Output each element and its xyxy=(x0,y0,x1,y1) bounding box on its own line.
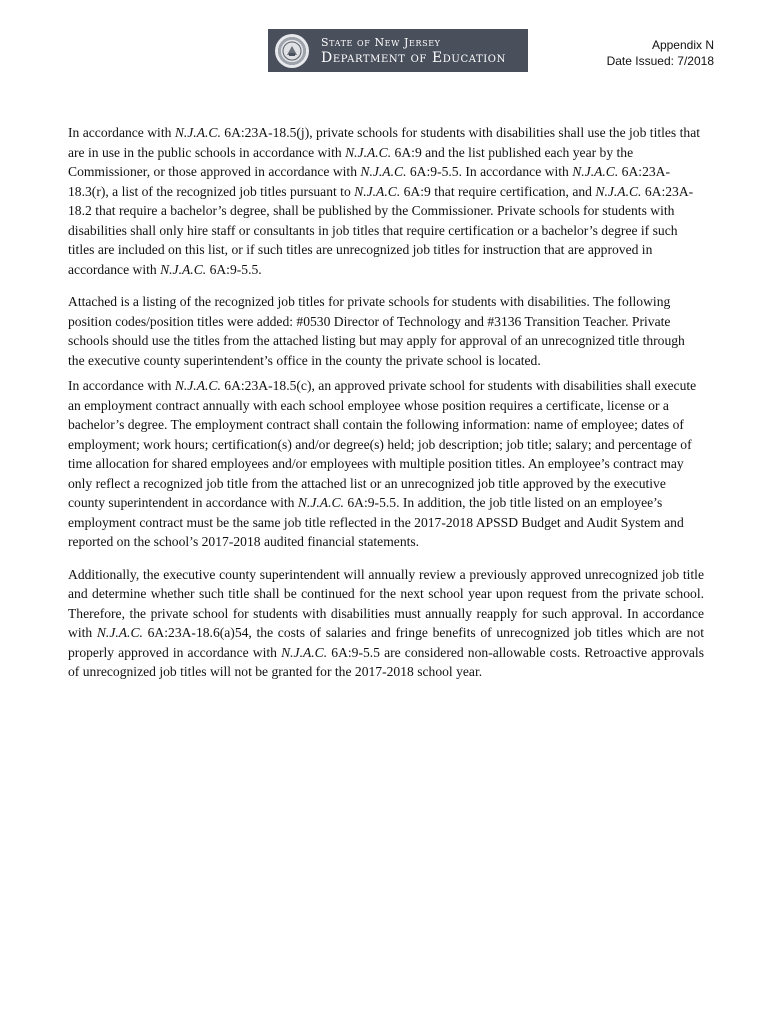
paragraph-job-titles xyxy=(68,123,704,279)
paragraph-text: 6A:9-5.5 are considered non-allowable costs. Retroactive approvals of unrecognized job titles will not be granted for the 2017-2018 school year. xyxy=(68,644,704,679)
citation-njac: N.J.A.C. xyxy=(174,125,221,140)
paragraph-text: 6A:9 and the list published each year by the Commissioner, or those approved in accordance with xyxy=(68,144,634,179)
banner-department-name: Department of Education xyxy=(321,49,506,66)
paragraph-text: 6A:23A-18.5(j), private schools for students with disabilities shall use the job titles that are in use in the public schools in accordance with xyxy=(68,125,701,160)
citation-njac: N.J.A.C. xyxy=(595,183,642,199)
document-body xyxy=(68,123,704,695)
citation-njac: N.J.A.C. xyxy=(160,261,207,277)
date-issued: Date Issued: 7/2018 xyxy=(606,54,714,68)
citation-njac: N.J.A.C. xyxy=(360,164,407,179)
paragraph-attached-listing xyxy=(68,292,704,370)
paragraph-employment-contract xyxy=(68,376,704,552)
citation-njac: N.J.A.C. xyxy=(174,378,221,393)
paragraph-text: Attached is a listing of the recognized job titles for private schools for students with disabilities. The following position codes/position titles were added: #0530 Director of Technology and #3136 Transition Teacher. Private schools should use the titles from the attached listing but may apply for approval of an unrecognized title through the executive county superintendent’s office in the county the private school is located. xyxy=(68,294,685,368)
paragraph-text: 6A:9-5.5. xyxy=(206,261,262,277)
state-seal-icon xyxy=(275,34,309,68)
citation-njac: N.J.A.C. xyxy=(572,164,619,179)
paragraph-text: 6A:9-5.5. In accordance with xyxy=(406,164,573,179)
citation-njac: N.J.A.C. xyxy=(281,644,328,660)
department-banner xyxy=(268,29,528,72)
paragraph-annual-review xyxy=(68,565,704,682)
paragraph-text: In accordance with xyxy=(68,125,175,140)
paragraph-text: Additionally, the executive county superintendent will annually review a previously approved unrecognized job title and determine whether such title shall be continued for the next school year upon request from the private school. Therefore, the private school for students with disabilities must annually reapply for such approval. In accordance with xyxy=(68,566,704,640)
citation-njac: N.J.A.C. xyxy=(345,144,392,160)
paragraph-text: 6A:23A-18.6(a)54, the costs of salaries and fringe benefits of unrecognized job titles which are not properly approved in accordance with xyxy=(68,625,704,660)
paragraph-text: 6A:9-5.5. In addition, the job title listed on an employee’s employment contract must be the same job title reflected in the 2017-2018 APSSD Budget and Audit System and reported on the school’s 2017-2018 audited financial statements. xyxy=(68,495,684,549)
paragraph-text: 6A:23A-18.2 that require a bachelor’s degree, shall be published by the Commissioner. Private schools for students with disabilities shall only hire staff or consultants in job titles that require certification or a bachelor’s degree if such titles are included on this list, or if such titles are unrecognized job titles for instruction that are approved in accordance with xyxy=(68,183,694,277)
paragraph-text: 6A:9 that require certification, and xyxy=(400,183,596,199)
citation-njac: N.J.A.C. xyxy=(96,625,143,640)
paragraph-text: 6A:23A-18.3(r), a list of the recognized job titles pursuant to xyxy=(68,164,671,199)
banner-state-name: State of New Jersey xyxy=(321,35,441,49)
citation-njac: N.J.A.C. xyxy=(297,495,344,510)
appendix-label: Appendix N xyxy=(651,38,714,52)
paragraph-text: In accordance with xyxy=(68,378,175,393)
appendix-info xyxy=(607,37,714,69)
paragraph-text: 6A:23A-18.5(c), an approved private school for students with disabilities shall execute an employment contract annually with each school employee whose position requires a certificate, license or a bachelor’s degree. The employment contract shall contain the following information: name of employee; dates of employment; work hours; certification(s) and/or degree(s) held; job description; job title; salary; and percentage of time allocation for shared employees and/or employees with multiple position titles. An employee’s contract may only reflect a recognized job title from the attached list or an unrecognized job title approved by the executive county superintendent in accordance with xyxy=(68,378,697,510)
citation-njac: N.J.A.C. xyxy=(354,183,401,199)
